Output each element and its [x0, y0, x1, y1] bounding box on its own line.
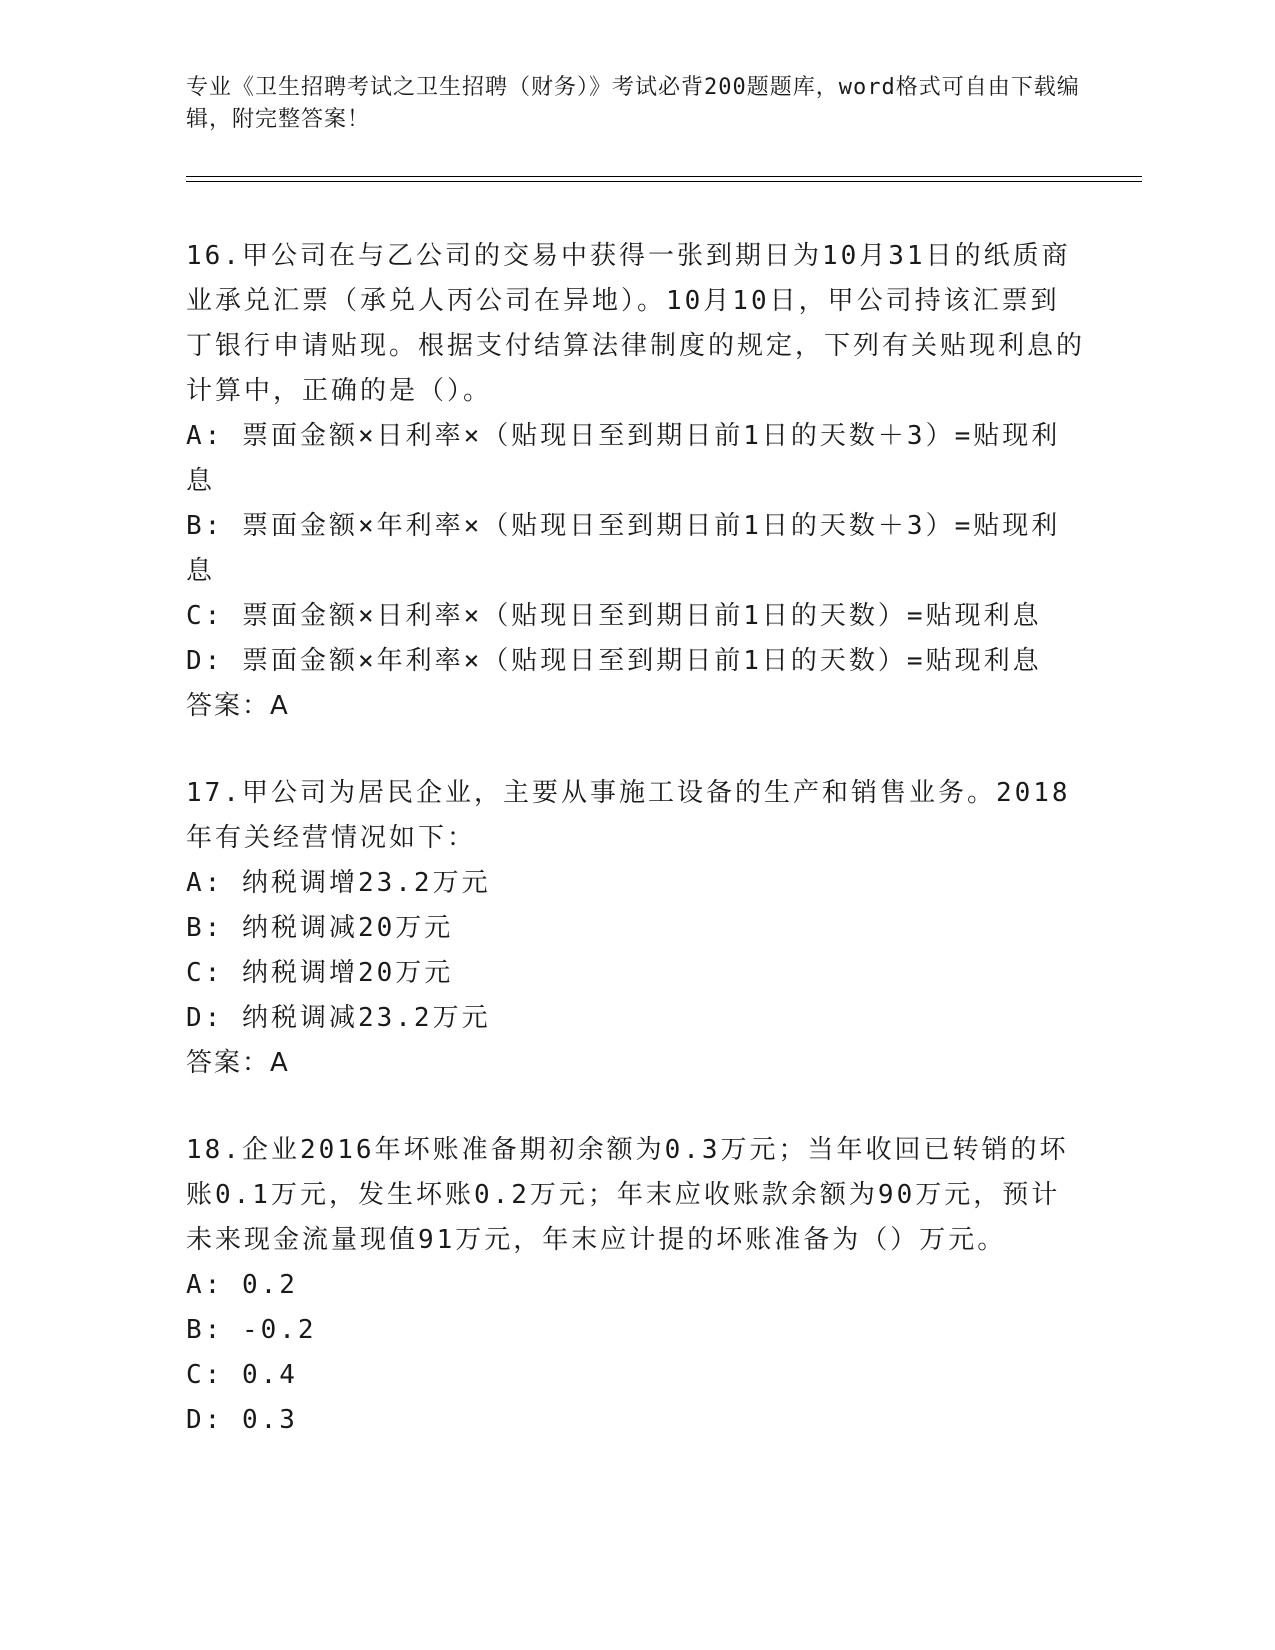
question-stem: 18.企业2016年坏账准备期初余额为0.3万元；当年收回已转销的坏账0.1万元，发生坏账0.2万元；年末应收账款余额为90万元，预计未来现金流量现值91万元，年末应计提的坏账准备为（）万元。: [186, 1135, 1069, 1255]
option-letter: D:: [186, 1405, 224, 1435]
header-divider-line-double: [186, 181, 1142, 182]
answer-label: 答案：A: [186, 1048, 290, 1078]
option-b: [186, 504, 1086, 594]
option-text: 票面金额×日利率×（贴现日至到期日前1日的天数）=贴现利息: [241, 601, 1042, 631]
option-letter: A:: [186, 421, 224, 451]
option-text: 票面金额×年利率×（贴现日至到期日前1日的天数＋3）=贴现利息: [186, 511, 1061, 586]
option-text: 0.3: [241, 1405, 298, 1435]
question-18: [186, 1128, 1086, 1443]
option-text: 票面金额×日利率×（贴现日至到期日前1日的天数＋3）=贴现利息: [186, 421, 1061, 496]
option-c: [186, 1353, 1086, 1398]
answer-label: 答案：A: [186, 691, 290, 721]
option-c: [186, 951, 1086, 996]
option-letter: C:: [186, 958, 224, 988]
option-b: [186, 906, 1086, 951]
question-17: [186, 771, 1086, 1086]
question-stem: 16.甲公司在与乙公司的交易中获得一张到期日为10月31日的纸质商业承兑汇票（承兑人丙公司在异地）。10月10日，甲公司持该汇票到丁银行申请贴现。根据支付结算法律制度的规定，下列有关贴现利息的计算中，正确的是（）。: [186, 241, 1086, 406]
option-text: 纳税调减20万元: [241, 913, 454, 943]
option-a: [186, 861, 1086, 906]
option-letter: A:: [186, 868, 224, 898]
option-a: [186, 414, 1086, 504]
document-header: 专业《卫生招聘考试之卫生招聘（财务）》考试必背200题题库，word格式可自由下载编辑，附完整答案！: [186, 75, 1080, 132]
option-letter: C:: [186, 601, 224, 631]
option-text: 纳税调增23.2万元: [241, 868, 491, 898]
question-list: [186, 234, 1086, 1485]
option-letter: B:: [186, 511, 224, 541]
option-d: [186, 996, 1086, 1041]
option-letter: A:: [186, 1270, 224, 1300]
option-text: 纳税调减23.2万元: [241, 1003, 491, 1033]
option-text: -0.2: [241, 1315, 317, 1345]
option-text: 票面金额×年利率×（贴现日至到期日前1日的天数）=贴现利息: [241, 646, 1042, 676]
option-text: 0.4: [241, 1360, 298, 1390]
option-letter: B:: [186, 1315, 224, 1345]
question-stem: 17.甲公司为居民企业，主要从事施工设备的生产和销售业务。2018年有关经营情况如下：: [186, 778, 1071, 853]
option-b: [186, 1308, 1086, 1353]
question-16: [186, 234, 1086, 729]
option-letter: C:: [186, 1360, 224, 1390]
option-letter: D:: [186, 646, 224, 676]
option-d: [186, 639, 1086, 684]
option-letter: D:: [186, 1003, 224, 1033]
option-letter: B:: [186, 913, 224, 943]
option-a: [186, 1263, 1086, 1308]
option-d: [186, 1398, 1086, 1443]
option-c: [186, 594, 1086, 639]
option-text: 0.2: [241, 1270, 298, 1300]
header-divider-line: [186, 176, 1142, 177]
option-text: 纳税调增20万元: [241, 958, 454, 988]
